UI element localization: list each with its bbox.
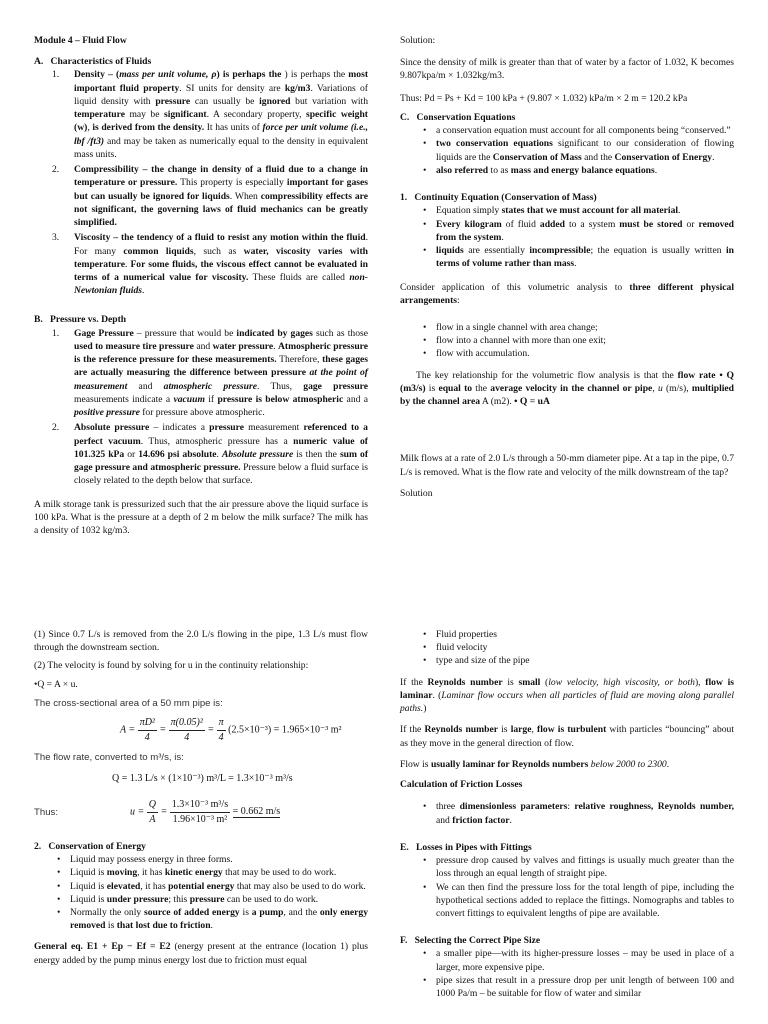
general-equation: General eq. E1 + Ep − Ef = E2 (energy present at the entrance (location 1) plus energy added by the pump minus energy lost due to friction must equal xyxy=(34,941,368,966)
left-bottom-column xyxy=(34,628,368,967)
continuity-eq: •Q = A × u. xyxy=(34,678,78,690)
energy-list xyxy=(54,853,368,932)
list-item: • flow with accumulation. xyxy=(420,347,734,360)
list-item: • pipe sizes that result in a pressure drop per unit length of between 100 and 1000 Pa/m – be suitable for flow of water and similar xyxy=(420,974,734,1000)
list-item: • Liquid is moving, it has kinetic energy that may be used to do work. xyxy=(54,866,368,879)
consider-text: Consider application of this volumetric analysis to three different physical arrangements: xyxy=(400,281,734,306)
section-e-heading: E. Losses in Pipes with Fittings xyxy=(400,841,532,853)
list-item: 2. Absolute pressure – indicates a pressure measurement referenced to a perfect vacuum. Thus, atmospheric pressure has a numeric value of 101.325 kPa or 14.696 psi absolute. Absolute pressure is then the sum of gage pressure and atmospheric pressure. Pressure below a fluid surface is closely related to the depth below that surface. xyxy=(52,422,369,487)
pressure-result: Thus: Pd = Ps + Kd = 100 kPa + (9.807 × 1.032) kPa/m × 2 m = 120.2 kPa xyxy=(400,92,688,104)
list-item: 1. Gage Pressure – pressure that would be indicated by gages such as those used to measure tire pressure and water pressure. Atmospheric pressure is the reference pressure for these measurements. Therefore, these gages are actually measuring the difference between pressure at the point of measurement and atmospheric pressure. Thus, gage pressure measurements indicate a vacuum if pressure is below atmospheric and a positive pressure for pressure above atmospheric. xyxy=(52,327,369,419)
reynolds-large: If the Reynolds number is large, flow is turbulent with particles “bouncing” about as they move in the general direction of flow. xyxy=(400,724,734,749)
flow-factors-list xyxy=(420,628,734,668)
density-text: Since the density of milk is greater than that of water by a factor of 1.032, K becomes 9.807kpa/m × 1.032kg/m3. xyxy=(400,57,734,82)
area-text: The cross-sectional area of a 50 mm pipe is: xyxy=(34,697,223,709)
list-item: • liquids are essentially incompressible; the equation is usually written in terms of volume rather than mass. xyxy=(420,244,734,270)
list-item: • Liquid may possess energy in three forms. xyxy=(54,853,368,866)
friction-heading: Calculation of Friction Losses xyxy=(400,779,523,791)
list-item: • We can then find the pressure loss for the total length of pipe, including the hypothetical sections added to replace the fittings. Nomographs and tables to convert fittings to equivalent lengths of pipe are available. xyxy=(420,881,734,921)
section-e-list xyxy=(420,854,734,920)
left-top-column xyxy=(34,34,368,537)
list-item: • Liquid is elevated, it has potential energy that may also be used to do work. xyxy=(54,880,368,893)
list-item: • flow into a channel with more than one exit; xyxy=(420,334,734,347)
reynolds-small: If the Reynolds number is small (low velocity, high viscosity, or both), flow is laminar. (Laminar flow occurs when all particles of fluid are moving along parallel paths.) xyxy=(400,676,734,715)
list-item: • pressure drop caused by valves and fittings is usually much greater than the loss through an equal length of straight pipe. xyxy=(420,854,734,880)
section-2-heading: 2. Conservation of Energy xyxy=(34,840,146,852)
milk-tank-problem: A milk storage tank is pressurized such that the air pressure above the liquid surface is 100 kPa. What is the pressure at a depth of 2 m below the milk surface? The milk has a density of 1032 kg/m3. xyxy=(34,498,368,536)
solution-label-2: Solution xyxy=(400,487,433,499)
section-f-heading: F. Selecting the Correct Pipe Size xyxy=(400,935,541,947)
list-item: • fluid velocity xyxy=(420,641,734,654)
list-item: • Every kilogram of fluid added to a system must be stored or removed from the system. xyxy=(420,218,734,244)
list-item: • flow in a single channel with area change; xyxy=(420,321,734,334)
right-top-column xyxy=(400,34,734,500)
step-2: (2) The velocity is found by solving for u in the continuity relationship: xyxy=(34,660,309,672)
step-1: (1) Since 0.7 L/s is removed from the 2.0 L/s flowing in the pipe, 1.3 L/s must flow through the downstream section. xyxy=(34,629,368,654)
section-c-list xyxy=(420,124,734,177)
list-item: • three dimensionless parameters: relative roughness, Reynolds number, and friction factor. xyxy=(420,800,734,826)
list-item: 3. Viscosity – the tendency of a fluid to resist any motion within the fluid. For many common liquids, such as water, viscosity varies with temperature. For some fluids, the viscous effect cannot be evaluated in terms of a numerical value for viscosity. These fluids are called non-Newtonian fluids. xyxy=(52,232,369,297)
continuity-heading: 1. Continuity Equation (Conservation of Mass) xyxy=(400,192,597,204)
list-item: • type and size of the pipe xyxy=(420,654,734,667)
section-b-list xyxy=(34,327,368,488)
list-item: • Normally the only source of added energy is a pump, and the only energy removed is that lost due to friction. xyxy=(54,906,368,932)
flow-equation: Q = 1.3 L/s × (1×10⁻³) m³/L = 1.3×10⁻³ m³/s xyxy=(112,773,293,784)
list-item: • also referred to as mass and energy balance equations. xyxy=(420,164,734,177)
list-item: 2. Compressibility – the change in density of a fluid due to a change in temperature or pressure. This property is especially important for gases but can usually be ignored for liquids. When compressibility effects are not significant, the governing laws of fluid mechanics can be greatly simplified. xyxy=(52,164,368,229)
right-bottom-column xyxy=(400,628,734,1000)
list-item: 1. Density – (mass per unit volume, ρ) is perhaps the ) is perhaps the most important fluid property. SI units for density are kg/m3. Variations of liquid density with pressure can usually be ignored but variation with temperature may be significant. A secondary property, specific weight (w), is derived from the density. It has units of force per unit volume (i.e., lbf /ft3) and may be taken as numerically equal to the density in equivalent mass units. xyxy=(52,69,369,160)
friction-list xyxy=(420,800,734,826)
section-f-list xyxy=(420,947,734,1000)
flow-text: The flow rate, converted to m³/s, is: xyxy=(34,751,184,763)
solution-label: Solution: xyxy=(400,35,436,46)
section-a-heading: A. Characteristics of Fluids xyxy=(34,56,152,68)
key-relationship: The key relationship for the volumetric flow analysis is that the flow rate • Q (m3/s) is equal to the average velocity in the channel or pipe, u (m/s), multiplied by the channel area A (m2). • Q = uA xyxy=(400,369,734,408)
section-b-heading: B. Pressure vs. Depth xyxy=(34,314,127,326)
list-item: • two conservation equations significant to our consideration of flowing liquids are the Conservation of Mass and the Conservation of Energy. xyxy=(420,137,734,163)
laminar-range: Flow is usually laminar for Reynolds numbers below 2000 to 2300. xyxy=(400,758,670,770)
list-item: • Fluid properties xyxy=(420,628,734,641)
list-item: • Equation simply states that we must account for all material. xyxy=(420,204,734,217)
area-equation: A = $\frac{\text{πD²}}{4}$ = $\frac{\text{π(0.05)²}}{4}$ = $\frac{\pi}{4}$ (2.5×10⁻³) = 1.965×10⁻³ m² xyxy=(120,717,342,743)
arrangements-list xyxy=(420,321,734,361)
list-item: • a smaller pipe—with its higher-pressure losses – may be used in place of a larger, more expensive pipe. xyxy=(420,947,734,973)
milk-flow-problem: Milk flows at a rate of 2.0 L/s through a 50-mm diameter pipe. At a tap in the pipe, 0.7 L/s is removed. What is the flow rate and velocity of the milk downstream of the tap? xyxy=(400,453,734,478)
continuity-list xyxy=(420,204,734,270)
section-c-heading: C. Conservation Equations xyxy=(400,111,516,123)
list-item: • Liquid is under pressure; this pressure can be used to do work. xyxy=(54,893,368,906)
section-a-list xyxy=(34,68,368,297)
module-title: Module 4 – Fluid Flow xyxy=(34,35,127,46)
velocity-equation: Thus: u = $\frac{Q}{A}$ = $\frac{\text{1.3×10⁻³ m³/s}}{\text{1.96×10⁻³ m²}}$ = 0.662 m/s xyxy=(34,798,281,825)
list-item: • a conservation equation must account for all components being “conserved.” xyxy=(420,124,734,137)
